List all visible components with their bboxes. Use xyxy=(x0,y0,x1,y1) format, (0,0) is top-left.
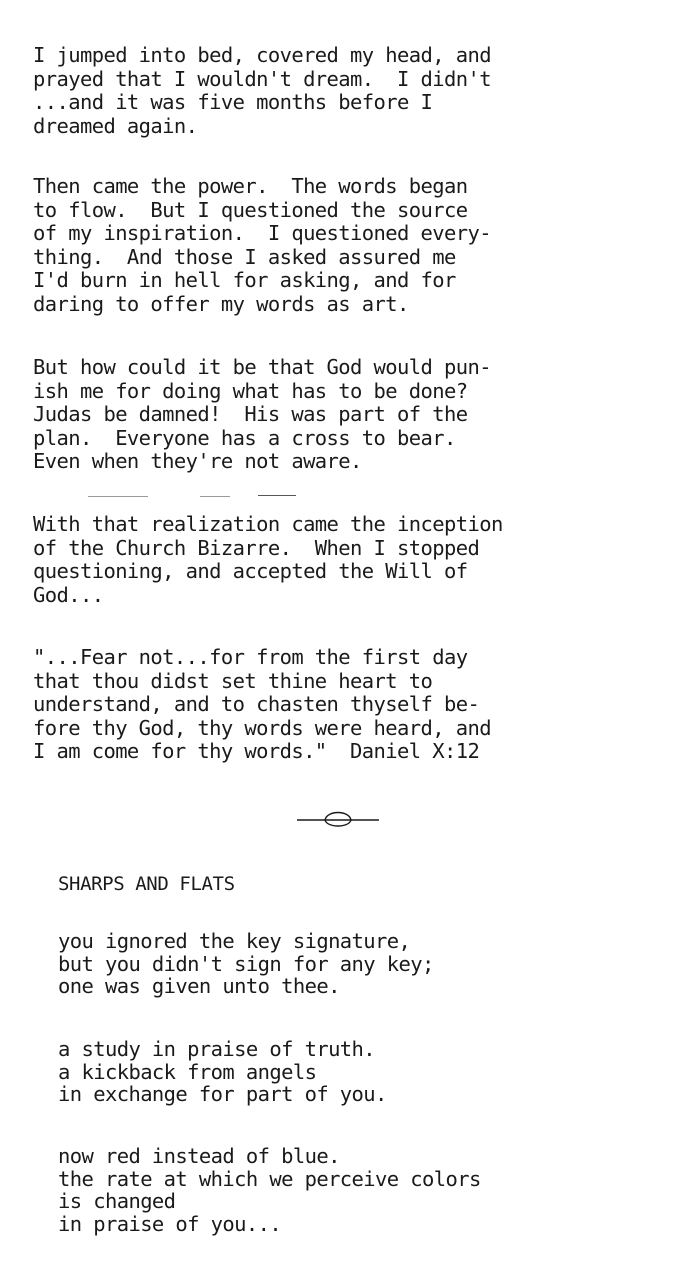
text-line: ...and it was five months before I xyxy=(33,90,433,114)
text-line: you ignored the key signature, xyxy=(58,929,411,953)
text-line: is changed xyxy=(58,1189,176,1213)
text-line: one was given unto thee. xyxy=(58,974,340,998)
poem-stanza xyxy=(58,1038,387,1106)
text-line: I'd burn in hell for asking, and for xyxy=(33,268,456,292)
text-line: but you didn't sign for any key; xyxy=(58,951,434,976)
text-line: thing. And those I asked assured me xyxy=(33,244,456,269)
text-line: But how could it be that God would pun- xyxy=(33,355,491,379)
poem-stanza xyxy=(58,930,434,998)
text-line: Judas be damned! His was part of the xyxy=(33,402,468,426)
text-line: a study in praise of truth. xyxy=(58,1037,376,1061)
section-divider-ornament xyxy=(293,806,383,830)
paragraph-scripture-quote xyxy=(33,646,491,764)
text-line: of my inspiration. I questioned every- xyxy=(33,221,491,245)
paragraph-power xyxy=(33,175,491,316)
page-scuff-mark xyxy=(88,496,148,497)
text-line: a kickback from angels xyxy=(58,1059,317,1084)
text-line: "...Fear not...for from the first day xyxy=(33,645,468,669)
text-line: With that realization came the inception xyxy=(33,512,503,536)
text-line: of the Church Bizarre. When I stopped xyxy=(33,535,480,560)
text-line: ish me for doing what has to be done? xyxy=(33,378,468,403)
paragraph-realization xyxy=(33,513,503,607)
text-line: to flow. But I questioned the source xyxy=(33,197,468,222)
text-line: now red instead of blue. xyxy=(58,1144,340,1168)
text-line: God... xyxy=(33,582,104,607)
text-line: questioning, and accepted the Will of xyxy=(33,559,468,583)
text-line: in praise of you... xyxy=(58,1211,282,1236)
text-line: fore thy God, thy words were heard, and xyxy=(33,715,491,740)
text-line: Then came the power. The words began xyxy=(33,174,468,198)
text-line: prayed that I wouldn't dream. I didn't xyxy=(33,66,491,91)
text-line: daring to offer my words as art. xyxy=(33,291,409,316)
text-line: the rate at which we perceive colors xyxy=(58,1166,481,1191)
text-line: I jumped into bed, covered my head, and xyxy=(33,43,491,67)
paragraph-judas xyxy=(33,356,491,474)
text-line: Even when they're not aware. xyxy=(33,449,362,473)
text-line: plan. Everyone has a cross to bear. xyxy=(33,425,456,450)
paragraph-dream xyxy=(33,44,491,138)
text-line: understand, and to chasten thyself be- xyxy=(33,692,480,716)
page-scuff-mark xyxy=(258,495,296,496)
text-line: dreamed again. xyxy=(33,113,198,138)
poem-title: SHARPS AND FLATS xyxy=(58,873,235,895)
text-line: I am come for thy words." Daniel X:12 xyxy=(33,739,480,763)
text-line: in exchange for part of you. xyxy=(58,1082,387,1106)
page-scuff-mark xyxy=(200,496,230,497)
poem-stanza xyxy=(58,1145,481,1235)
text-line: that thou didst set thine heart to xyxy=(33,668,433,693)
